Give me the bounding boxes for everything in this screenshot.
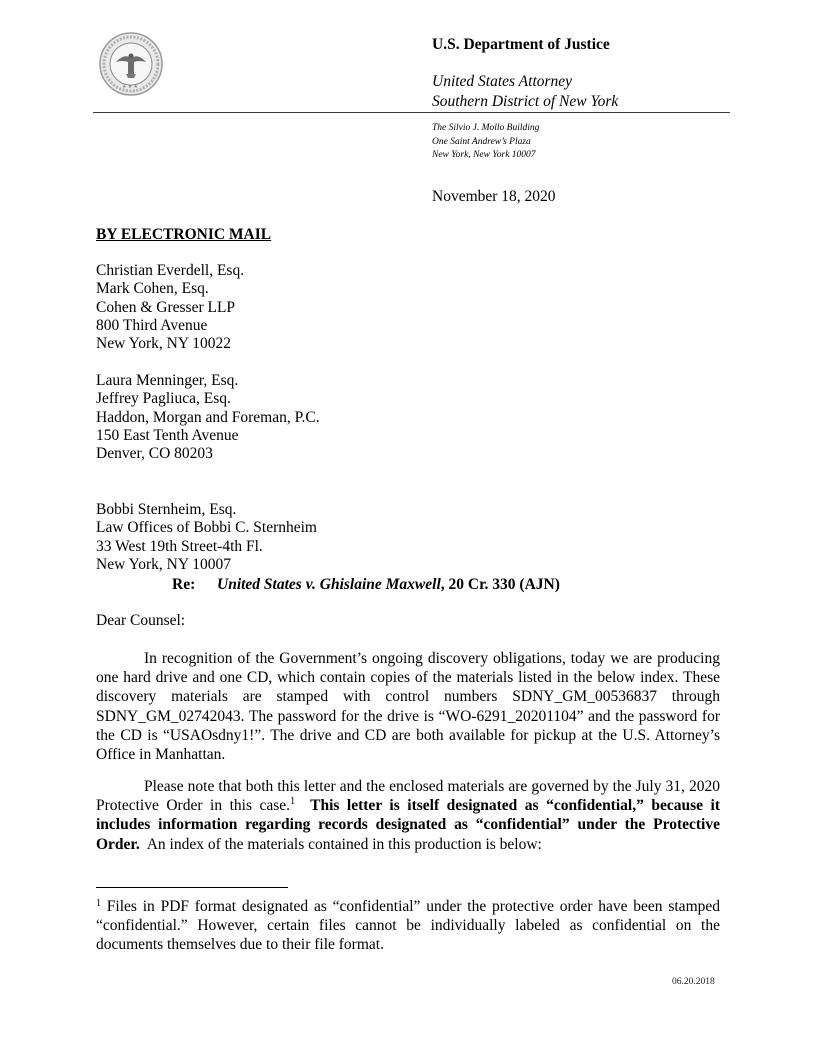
office-line: Southern District of New York [432, 93, 619, 110]
department-of-justice-seal-icon [94, 31, 168, 97]
body-paragraph [96, 777, 720, 854]
recipient-line: New York, NY 10007 [96, 555, 232, 573]
paragraph-text: Please note that both this letter and the enclosed materials are governed by the July 31, 2020 Protective Order in this case. [96, 778, 720, 815]
recipient-line: Haddon, Morgan and Foreman, P.C. [96, 408, 320, 426]
recipient-line: Jeffrey Pagliuca, Esq. [96, 390, 231, 408]
case-number: , 20 Cr. 330 (AJN) [440, 576, 560, 593]
recipient-line: Laura Menninger, Esq. [96, 372, 239, 389]
paragraph-text: In recognition of the Government’s ongoing discovery obligations, today we are producing one hard drive and one CD, which contain copies of the materials listed in the below index. These discovery materials are stamped with control numbers SDNY_GM_00536837 through SDNY_GM_02742043. The password for the drive is “WO-6291_20201104” and the password for the CD is “USAOsdny1!”. The drive and CD are both available for pickup at the U.S. Attorney’s Office in Manhattan. [96, 650, 720, 764]
body-paragraph [96, 649, 720, 764]
recipient-line: Denver, CO 80203 [96, 445, 213, 463]
footnote-reference[interactable]: 1 [290, 796, 296, 808]
recipient-block [96, 262, 244, 353]
office-address [432, 122, 539, 163]
salutation: Dear Counsel: [96, 612, 186, 629]
office-line: United States Attorney [432, 73, 573, 90]
form-code: 06.20.2018 [672, 977, 715, 987]
subject-line [172, 576, 560, 594]
case-name: United States v. Ghislaine Maxwell [217, 576, 441, 593]
recipient-line: 150 East Tenth Avenue [96, 426, 239, 444]
recipient-line: Mark Cohen, Esq. [96, 280, 209, 298]
footnote-text: Files in PDF format designated as “confidential” under the protective order have been stamped “confidential.” However, certain files cannot be individually labeled as confidential on the documents themselves due to their file format. [96, 898, 721, 953]
letter-date: November 18, 2020 [432, 188, 556, 205]
recipient-line: Bobbi Sternheim, Esq. [96, 501, 237, 518]
recipient-block [96, 372, 320, 463]
footnote-separator [96, 887, 288, 888]
footnote [96, 897, 720, 954]
svg-text:★ ★ ★: ★ ★ ★ [122, 85, 138, 90]
paragraph-text: An index of the materials contained in this production is below: [146, 835, 542, 853]
department-name: U.S. Department of Justice [432, 36, 610, 53]
recipient-line: 800 Third Avenue [96, 316, 208, 334]
recipient-block [96, 501, 317, 574]
letterhead-divider [93, 112, 730, 113]
recipient-line: New York, NY 10022 [96, 335, 232, 353]
delivery-method: BY ELECTRONIC MAIL [96, 226, 272, 243]
footnote-number: 1 [96, 898, 101, 909]
recipient-line: Christian Everdell, Esq. [96, 262, 245, 279]
address-line: One Saint Andrew’s Plaza [432, 136, 531, 147]
confidentiality-notice: This letter is itself designated as “confidential,” because it includes information regarding records designated as “confidential” under the Protective Order. [96, 797, 721, 853]
office-name [432, 72, 618, 112]
subject-label: Re: [172, 576, 196, 593]
recipient-line: Cohen & Gresser LLP [96, 298, 236, 316]
recipient-line: 33 West 19th Street-4th Fl. [96, 537, 263, 555]
address-line: The Silvio J. Mollo Building [432, 123, 540, 133]
address-line: New York, New York 10007 [432, 150, 536, 160]
recipient-line: Law Offices of Bobbi C. Sternheim [96, 519, 317, 537]
